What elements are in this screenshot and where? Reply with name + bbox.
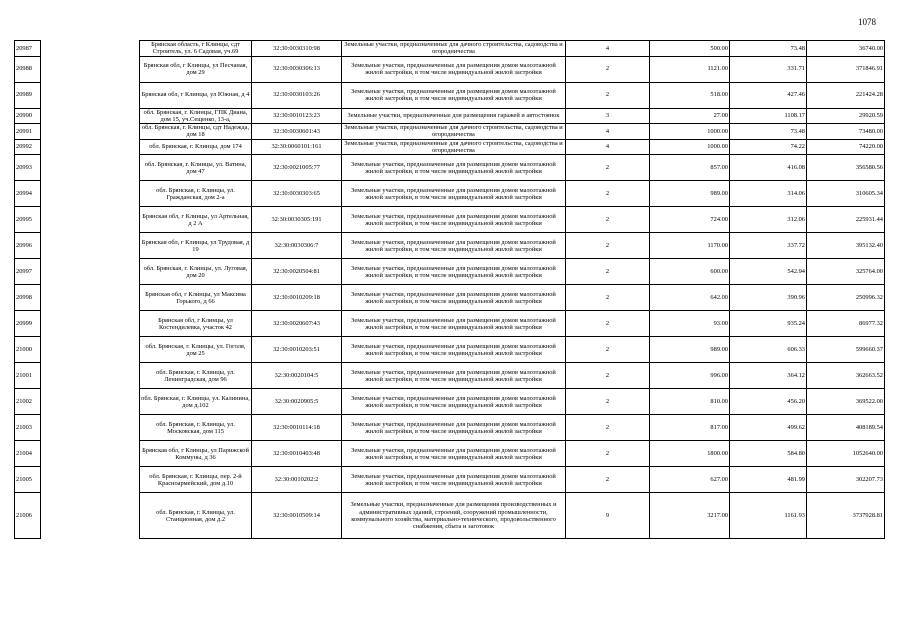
area-cell: 500.00 xyxy=(650,41,730,57)
cadastral-value-cell: 86977.32 xyxy=(807,311,885,337)
area-cell: 1170.00 xyxy=(650,233,730,259)
cadastral-value-cell: 1052640.00 xyxy=(807,441,885,467)
cadastral-value-cell: 356580.56 xyxy=(807,155,885,181)
address-cell: обл. Брянская, г. Клинцы, дом 174 xyxy=(140,139,252,155)
group-cell: 2 xyxy=(566,56,650,82)
group-cell: 4 xyxy=(566,41,650,57)
group-cell: 2 xyxy=(566,207,650,233)
table-row xyxy=(15,285,885,311)
area-cell: 1121.00 xyxy=(650,56,730,82)
cadastral-number-cell: 32:30:0030103:26 xyxy=(252,82,342,108)
address-cell: Брянская обл, г Клинцы, ул Песчаная, дом 29 xyxy=(140,56,252,82)
group-cell: 2 xyxy=(566,233,650,259)
row-number: 21001 xyxy=(15,363,41,389)
group-cell: 2 xyxy=(566,337,650,363)
cadastral-value-table xyxy=(14,40,885,539)
spacer-cell xyxy=(41,41,140,57)
table-row xyxy=(15,139,885,155)
specific-value-cell: 584.80 xyxy=(730,441,807,467)
spacer-cell xyxy=(41,285,140,311)
land-use-cell: Земельные участки, предназначенные для размещения домов малоэтажной жилой застройки, в том числе индивидуальной жилой застройки xyxy=(342,441,566,467)
group-cell: 2 xyxy=(566,82,650,108)
row-number: 21006 xyxy=(15,493,41,539)
address-cell: обл. Брянская, г. Клинцы, ул. Московская, дом 115 xyxy=(140,415,252,441)
specific-value-cell: 935.24 xyxy=(730,311,807,337)
cadastral-value-cell: 3737928.81 xyxy=(807,493,885,539)
table-row xyxy=(15,207,885,233)
spacer-cell xyxy=(41,389,140,415)
spacer-cell xyxy=(41,311,140,337)
group-cell: 2 xyxy=(566,467,650,493)
specific-value-cell: 73.48 xyxy=(730,41,807,57)
address-cell: Брянская обл, г Клинцы, ул Костендилевка, участок 42 xyxy=(140,311,252,337)
land-use-cell: Земельные участки, предназначенные для дачного строительства, садоводства и огородничества xyxy=(342,41,566,57)
cadastral-number-cell: 32:30:0060101:161 xyxy=(252,139,342,155)
area-cell: 1000.00 xyxy=(650,139,730,155)
address-cell: обл. Брянская, г. Клинцы, ул. Гоголя, дом 25 xyxy=(140,337,252,363)
specific-value-cell: 542.94 xyxy=(730,259,807,285)
specific-value-cell: 312.06 xyxy=(730,207,807,233)
spacer-cell xyxy=(41,207,140,233)
area-cell: 996.00 xyxy=(650,363,730,389)
table-row xyxy=(15,389,885,415)
row-number: 21002 xyxy=(15,389,41,415)
area-cell: 810.00 xyxy=(650,389,730,415)
specific-value-cell: 606.33 xyxy=(730,337,807,363)
area-cell: 93.00 xyxy=(650,311,730,337)
area-cell: 857.00 xyxy=(650,155,730,181)
cadastral-value-cell: 36740.00 xyxy=(807,41,885,57)
cadastral-value-cell: 302207.73 xyxy=(807,467,885,493)
cadastral-number-cell: 32:30:0010509:14 xyxy=(252,493,342,539)
cadastral-number-cell: 32:30:0010114:18 xyxy=(252,415,342,441)
page-number: 1078 xyxy=(858,17,876,27)
area-cell: 600.00 xyxy=(650,259,730,285)
row-number: 21000 xyxy=(15,337,41,363)
table-row xyxy=(15,415,885,441)
land-use-cell: Земельные участки, предназначенные для размещения домов малоэтажной жилой застройки, в том числе индивидуальной жилой застройки xyxy=(342,285,566,311)
row-number: 20996 xyxy=(15,233,41,259)
land-use-cell: Земельные участки, предназначенные для размещения домов малоэтажной жилой застройки, в том числе индивидуальной жилой застройки xyxy=(342,389,566,415)
row-number: 20997 xyxy=(15,259,41,285)
land-use-cell: Земельные участки, предназначенные для размещения домов малоэтажной жилой застройки, в том числе индивидуальной жилой застройки xyxy=(342,207,566,233)
specific-value-cell: 456.20 xyxy=(730,389,807,415)
land-use-cell: Земельные участки, предназначенные для размещения домов малоэтажной жилой застройки, в том числе индивидуальной жилой застройки xyxy=(342,311,566,337)
specific-value-cell: 314.06 xyxy=(730,181,807,207)
cadastral-number-cell: 32:30:0020607:43 xyxy=(252,311,342,337)
area-cell: 3217.00 xyxy=(650,493,730,539)
spacer-cell xyxy=(41,56,140,82)
group-cell: 2 xyxy=(566,441,650,467)
spacer-cell xyxy=(41,467,140,493)
spacer-cell xyxy=(41,415,140,441)
row-number: 20987 xyxy=(15,41,41,57)
address-cell: обл. Брянская, г. Клинцы, ул. Калинина, дом д.102 xyxy=(140,389,252,415)
cadastral-number-cell: 32:30:0020905:5 xyxy=(252,389,342,415)
specific-value-cell: 499.62 xyxy=(730,415,807,441)
row-number: 20988 xyxy=(15,56,41,82)
area-cell: 642.00 xyxy=(650,285,730,311)
cadastral-value-cell: 395132.40 xyxy=(807,233,885,259)
address-cell: Брянская обл, г Клинцы, ул Артельная, д 2 А xyxy=(140,207,252,233)
cadastral-value-cell: 408189.54 xyxy=(807,415,885,441)
cadastral-number-cell: 32:30:0030306:13 xyxy=(252,56,342,82)
address-cell: Брянская обл, г Клинцы, ул Южная, д 4 xyxy=(140,82,252,108)
cadastral-number-cell: 32:30:0030306:7 xyxy=(252,233,342,259)
row-number: 21005 xyxy=(15,467,41,493)
specific-value-cell: 427.46 xyxy=(730,82,807,108)
spacer-cell xyxy=(41,82,140,108)
area-cell: 627.00 xyxy=(650,467,730,493)
row-number: 20999 xyxy=(15,311,41,337)
spacer-cell xyxy=(41,124,140,140)
address-cell: обл. Брянская, г. Клинцы, ул. Ватина, дом 47 xyxy=(140,155,252,181)
cadastral-value-cell: 369522.00 xyxy=(807,389,885,415)
specific-value-cell: 331.71 xyxy=(730,56,807,82)
land-use-cell: Земельные участки, предназначенные для размещения домов малоэтажной жилой застройки, в том числе индивидуальной жилой застройки xyxy=(342,56,566,82)
group-cell: 2 xyxy=(566,155,650,181)
address-cell: Брянская обл, г Клинцы, ул Трудовая, д 19 xyxy=(140,233,252,259)
cadastral-value-cell: 599660.37 xyxy=(807,337,885,363)
group-cell: 2 xyxy=(566,259,650,285)
row-number: 20991 xyxy=(15,124,41,140)
cadastral-value-cell: 362663.52 xyxy=(807,363,885,389)
cadastral-value-cell: 250996.32 xyxy=(807,285,885,311)
table-row xyxy=(15,259,885,285)
table-row xyxy=(15,82,885,108)
spacer-cell xyxy=(41,363,140,389)
area-cell: 1800.00 xyxy=(650,441,730,467)
specific-value-cell: 390.96 xyxy=(730,285,807,311)
group-cell: 2 xyxy=(566,363,650,389)
group-cell: 4 xyxy=(566,139,650,155)
land-use-cell: Земельные участки, предназначенные для размещения домов малоэтажной жилой застройки, в том числе индивидуальной жилой застройки xyxy=(342,467,566,493)
land-use-cell: Земельные участки, предназначенные для размещения домов малоэтажной жилой застройки, в том числе индивидуальной жилой застройки xyxy=(342,181,566,207)
land-use-cell: Земельные участки, предназначенные для размещения домов малоэтажной жилой застройки, в том числе индивидуальной жилой застройки xyxy=(342,233,566,259)
cadastral-number-cell: 32:30:0020104:5 xyxy=(252,363,342,389)
spacer-cell xyxy=(41,441,140,467)
table-row xyxy=(15,56,885,82)
cadastral-number-cell: 32:30:0010203:51 xyxy=(252,337,342,363)
area-cell: 518.00 xyxy=(650,82,730,108)
address-cell: Брянская обл, г Клинцы, ул Парижской Коммуны, д 36 xyxy=(140,441,252,467)
cadastral-value-cell: 225931.44 xyxy=(807,207,885,233)
row-number: 20998 xyxy=(15,285,41,311)
spacer-cell xyxy=(41,259,140,285)
cadastral-value-cell: 29920.59 xyxy=(807,108,885,124)
row-number: 21003 xyxy=(15,415,41,441)
spacer-cell xyxy=(41,139,140,155)
address-cell: Брянская область, г Клинцы, сдт Строитель, ул. 6 Садовая, уч.69 xyxy=(140,41,252,57)
table-row xyxy=(15,233,885,259)
specific-value-cell: 481.99 xyxy=(730,467,807,493)
address-cell: обл. Брянская, г. Клинцы, ГПК Диана, дом 15, уч.Сещенко, 13-а, xyxy=(140,108,252,124)
specific-value-cell: 337.72 xyxy=(730,233,807,259)
land-use-cell: Земельные участки, предназначенные для размещения домов малоэтажной жилой застройки, в том числе индивидуальной жилой застройки xyxy=(342,155,566,181)
cadastral-number-cell: 32:30:0020504:81 xyxy=(252,259,342,285)
address-cell: обл. Брянская, г. Клинцы, пер. 2-й Красноармейский, дом д.10 xyxy=(140,467,252,493)
land-use-cell: Земельные участки, предназначенные для размещения домов малоэтажной жилой застройки, в том числе индивидуальной жилой застройки xyxy=(342,363,566,389)
specific-value-cell: 364.12 xyxy=(730,363,807,389)
row-number: 20993 xyxy=(15,155,41,181)
address-cell: обл. Брянская, г. Клинцы, ул. Луговая, дом 20 xyxy=(140,259,252,285)
cadastral-number-cell: 32:30:0010202:2 xyxy=(252,467,342,493)
area-cell: 27.00 xyxy=(650,108,730,124)
address-cell: Брянская обл, г Клинцы, ул Максима Горького, д 66 xyxy=(140,285,252,311)
area-cell: 989.00 xyxy=(650,181,730,207)
table-row xyxy=(15,108,885,124)
group-cell: 2 xyxy=(566,415,650,441)
cadastral-number-cell: 32:30:0030305:191 xyxy=(252,207,342,233)
cadastral-value-cell: 371846.91 xyxy=(807,56,885,82)
table-row xyxy=(15,41,885,57)
address-cell: обл. Брянская, г. Клинцы, сдт Надежда, дом 18 xyxy=(140,124,252,140)
group-cell: 9 xyxy=(566,493,650,539)
row-number: 20994 xyxy=(15,181,41,207)
cadastral-number-cell: 32:30:0030601:43 xyxy=(252,124,342,140)
area-cell: 817.00 xyxy=(650,415,730,441)
land-use-cell: Земельные участки, предназначенные для размещения домов малоэтажной жилой застройки, в том числе индивидуальной жилой застройки xyxy=(342,259,566,285)
table-row xyxy=(15,155,885,181)
row-number: 20990 xyxy=(15,108,41,124)
group-cell: 2 xyxy=(566,285,650,311)
spacer-cell xyxy=(41,108,140,124)
group-cell: 3 xyxy=(566,108,650,124)
group-cell: 2 xyxy=(566,389,650,415)
group-cell: 2 xyxy=(566,311,650,337)
land-use-cell: Земельные участки, предназначенные для дачного строительства, садоводства и огородничества xyxy=(342,139,566,155)
land-use-cell: Земельные участки, предназначенные для размещения производственных и административных зданий, строений, сооружений промышленности, коммунального хозяйства, материально-технического, продовольственного снабжения, сбыта и заготовок xyxy=(342,493,566,539)
land-use-cell: Земельные участки, предназначенные для размещения гаражей и автостоянок xyxy=(342,108,566,124)
address-cell: обл. Брянская, г. Клинцы, ул. Станционная, дом д.2 xyxy=(140,493,252,539)
cadastral-value-cell: 221424.28 xyxy=(807,82,885,108)
address-cell: обл. Брянская, г. Клинцы, ул. Гражданская, дом 2-а xyxy=(140,181,252,207)
table-row xyxy=(15,467,885,493)
table-row xyxy=(15,124,885,140)
table-row xyxy=(15,337,885,363)
land-use-cell: Земельные участки, предназначенные для размещения домов малоэтажной жилой застройки, в том числе индивидуальной жилой застройки xyxy=(342,415,566,441)
land-use-cell: Земельные участки, предназначенные для дачного строительства, садоводства и огородничества xyxy=(342,124,566,140)
cadastral-number-cell: 32:30:0010403:48 xyxy=(252,441,342,467)
cadastral-value-cell: 74220.00 xyxy=(807,139,885,155)
specific-value-cell: 1108.17 xyxy=(730,108,807,124)
row-number: 21004 xyxy=(15,441,41,467)
spacer-cell xyxy=(41,181,140,207)
cadastral-number-cell: 32:30:0021005:77 xyxy=(252,155,342,181)
group-cell: 4 xyxy=(566,124,650,140)
specific-value-cell: 416.08 xyxy=(730,155,807,181)
cadastral-value-cell: 73480.00 xyxy=(807,124,885,140)
table-row xyxy=(15,441,885,467)
specific-value-cell: 74.22 xyxy=(730,139,807,155)
table-row xyxy=(15,493,885,539)
spacer-cell xyxy=(41,493,140,539)
cadastral-number-cell: 32:30:0010123:23 xyxy=(252,108,342,124)
cadastral-number-cell: 32:30:0030310:98 xyxy=(252,41,342,57)
row-number: 20989 xyxy=(15,82,41,108)
cadastral-number-cell: 32:30:0030303:65 xyxy=(252,181,342,207)
spacer-cell xyxy=(41,337,140,363)
spacer-cell xyxy=(41,233,140,259)
group-cell: 2 xyxy=(566,181,650,207)
cadastral-number-cell: 32:30:0010209:18 xyxy=(252,285,342,311)
row-number: 20992 xyxy=(15,139,41,155)
table-row xyxy=(15,363,885,389)
cadastral-value-cell: 310605.34 xyxy=(807,181,885,207)
land-use-cell: Земельные участки, предназначенные для размещения домов малоэтажной жилой застройки, в том числе индивидуальной жилой застройки xyxy=(342,82,566,108)
specific-value-cell: 1161.93 xyxy=(730,493,807,539)
address-cell: обл. Брянская, г. Клинцы, ул. Ленинградская, дом 96 xyxy=(140,363,252,389)
area-cell: 989.00 xyxy=(650,337,730,363)
spacer-cell xyxy=(41,155,140,181)
cadastral-value-cell: 325764.00 xyxy=(807,259,885,285)
area-cell: 1000.00 xyxy=(650,124,730,140)
table-body xyxy=(15,41,885,539)
specific-value-cell: 73.48 xyxy=(730,124,807,140)
row-number: 20995 xyxy=(15,207,41,233)
area-cell: 724.00 xyxy=(650,207,730,233)
table-row xyxy=(15,311,885,337)
land-use-cell: Земельные участки, предназначенные для размещения домов малоэтажной жилой застройки, в том числе индивидуальной жилой застройки xyxy=(342,337,566,363)
table-row xyxy=(15,181,885,207)
